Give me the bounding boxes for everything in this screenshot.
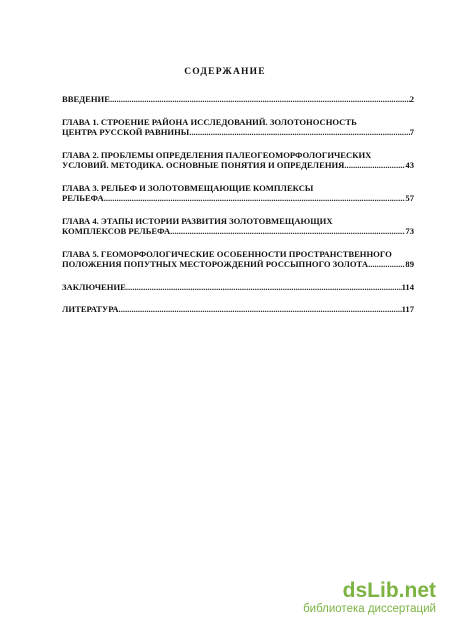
toc-entry-text: ЗАКЛЮЧЕНИЕ	[62, 281, 126, 292]
toc-entry-last-line	[62, 160, 414, 171]
toc-page-number: 2	[409, 94, 414, 104]
leader-dots	[110, 94, 410, 105]
toc-entry-chapter-3[interactable]	[62, 183, 414, 204]
toc-entry-last-line	[62, 127, 414, 138]
watermark	[303, 580, 436, 616]
toc-entry-text: ЦЕНТРА РУССКОЙ РАВНИНЫ	[62, 127, 190, 137]
toc-entry-line: ГЛАВА 4. ЭТАПЫ ИСТОРИИ РАЗВИТИЯ ЗОЛОТОВМЕЩАЮЩИХ	[62, 215, 333, 226]
toc-entry-text: ВВЕДЕНИЕ	[62, 94, 110, 104]
leader-dots	[104, 193, 406, 204]
toc-entry-introduction[interactable]	[62, 94, 414, 105]
leader-dots	[368, 259, 405, 270]
leader-dots	[119, 304, 402, 315]
table-of-contents	[62, 94, 414, 327]
leader-dots	[126, 282, 402, 293]
toc-entry-line: ГЛАВА 2. ПРОБЛЕМЫ ОПРЕДЕЛЕНИЯ ПАЛЕОГЕОМОРФОЛОГИЧЕСКИХ	[62, 149, 372, 160]
toc-page-number: 73	[405, 226, 414, 236]
toc-entry-text: ПОЛОЖЕНИЯ ПОПУТНЫХ МЕСТОРОЖДЕНИЙ РОССЫПНОГО ЗОЛОТА	[62, 259, 369, 269]
toc-entry-references[interactable]	[62, 304, 414, 315]
toc-entry-chapter-4[interactable]	[62, 216, 414, 237]
toc-entry-chapter-2[interactable]	[62, 150, 414, 171]
leader-dots	[189, 127, 409, 138]
toc-entry-chapter-5[interactable]	[62, 249, 414, 270]
toc-entry-text: ЛИТЕРАТУРА	[62, 304, 119, 314]
toc-entry-line: ГЛАВА 5. ГЕОМОРФОЛОГИЧЕСКИЕ ОСОБЕННОСТИ ПРОСТРАНСТВЕННОГО	[62, 248, 392, 259]
toc-page-number: 89	[405, 259, 414, 269]
toc-page-number: 117	[401, 304, 414, 314]
watermark-logo: dsLib.net	[342, 579, 436, 602]
toc-page-number: 114	[401, 281, 414, 292]
toc-entry-text: УСЛОВИЙ. МЕТОДИКА. ОСНОВНЫЕ ПОНЯТИЯ И ОПРЕДЕЛЕНИЯ	[62, 160, 345, 170]
toc-entry-last-line	[62, 226, 414, 237]
toc-page-number: 43	[405, 160, 414, 170]
toc-entry-chapter-1[interactable]	[62, 117, 414, 138]
watermark-subtitle: библиотека диссертаций	[303, 603, 436, 615]
toc-entry-line: ГЛАВА 1. СТРОЕНИЕ РАЙОНА ИССЛЕДОВАНИЙ. ЗОЛОТОНОСНОСТЬ	[62, 116, 357, 127]
toc-page-number: 57	[405, 193, 414, 203]
toc-page-number: 7	[409, 127, 414, 137]
leader-dots	[344, 160, 405, 171]
toc-entry-last-line	[62, 94, 414, 105]
toc-entry-conclusion[interactable]	[62, 282, 414, 293]
toc-title: СОДЕРЖАНИЕ	[184, 67, 266, 77]
toc-entry-last-line	[62, 259, 414, 270]
toc-entry-text: РЕЛЬЕФА	[62, 193, 104, 203]
toc-entry-last-line	[62, 193, 414, 204]
toc-entry-text: КОМПЛЕКСОВ РЕЛЬЕФА	[62, 226, 171, 236]
toc-entry-line: ГЛАВА 3. РЕЛЬЕФ И ЗОЛОТОВМЕЩАЮЩИЕ КОМПЛЕКСЫ	[62, 182, 314, 193]
toc-entry-last-line	[62, 282, 414, 293]
leader-dots	[170, 226, 405, 237]
toc-entry-last-line	[62, 304, 414, 315]
